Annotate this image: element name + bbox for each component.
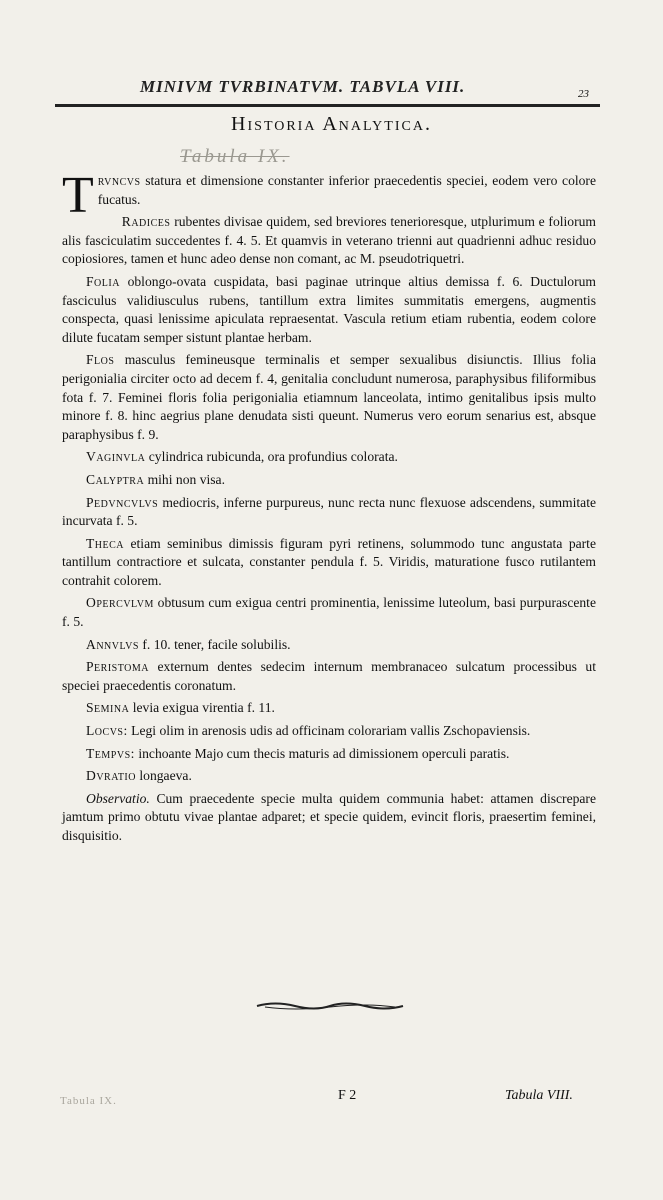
signature-mark: F 2	[338, 1088, 357, 1103]
paragraph-text: Legi olim in arenosis udis ad officinam colorariam vallis Zschopaviensis.	[127, 723, 531, 739]
paragraph-text: oblongo-ovata cuspidata, basi paginae utrinque altius demissa f. 6. Ductulorum fasciculus validiusculus rubens, tantillum extra limites summitatis emergens, augmentis conspecta, quasi lenissime apiculata repraesentat. Vascula retium etiam rubentia, eodem colore dilute fucatam semper sistunt plantae herbam.	[62, 273, 596, 345]
paragraph-text: etiam seminibus dimissis figuram pyri retinens, solummodo tunc angustata parte tantillum contractiore et sulcata, constanter pendula f. 5. Viridis, maturatione fusco rutilantem contrahit colorem.	[62, 535, 596, 588]
paragraph-text: cylindrica rubicunda, ora profundius colorata.	[145, 449, 398, 465]
drop-cap: T	[62, 167, 94, 224]
paragraph-lead: Peristoma	[86, 659, 149, 675]
paragraph-lead: Observatio.	[86, 790, 150, 806]
paragraph-radices	[62, 213, 596, 269]
paragraph-semina	[62, 699, 596, 718]
paragraph-vaginula	[62, 448, 596, 467]
paragraph-lead: Flos	[86, 352, 115, 368]
paragraph-locus	[62, 722, 596, 741]
paragraph-lead: Semina	[86, 700, 130, 716]
paragraph-lead: Pedvncvlvs	[86, 494, 159, 510]
ornament-rule	[255, 1000, 405, 1012]
paragraph-operculum	[62, 594, 596, 631]
paragraph-observatio	[62, 790, 596, 846]
paragraph-text: f. 10. tener, facile solubilis.	[138, 636, 291, 652]
paragraph-tempus	[62, 745, 596, 764]
paragraph-text: levia exigua virentia f. 11.	[129, 700, 275, 716]
paragraph-text: mihi non visa.	[144, 471, 225, 487]
paragraph-lead: Opercvlvm	[86, 595, 154, 611]
paragraph-text: mediocris, inferne purpureus, nunc recta nunc flexuose adscendens, summitate incurvata f. 5.	[62, 494, 596, 529]
paragraph-text: rubentes divisae quidem, sed breviores tenerioresque, utplurimum e foliorum alis fasciculatim succedentes f. 4. 5. Et quamvis in veterano trienni aut quadrienni adhuc residuo copiosiores, tamen et hunc adeo dense non comant, ac M. pseudotriquetri.	[62, 214, 596, 267]
paragraph-lead: rvncvs	[97, 173, 141, 188]
paragraph-lead: Dvratio	[86, 768, 136, 784]
paragraph-text: inchoante Majo cum thecis maturis ad dimissionem operculi paratis.	[134, 745, 510, 761]
paragraph-text: masculus femineusque terminalis et semper sexualibus disiunctis. Illius folia perigonialia circiter octo ad decem f. 4, genitalia concludunt numerosa, paraphysibus filiformibus fota f. 7. Feminei floris folia perigonialia etiamnum lanceolata, intimo genitalibus ipsis multo minore f. 8. hinc aegrius plane denudata sisti queunt. Numerus vero eorum senarius est, absque paraphysibus f. 9.	[62, 352, 596, 442]
paragraph-lead: Calyptra	[86, 471, 145, 487]
paragraph-text: longaeva.	[135, 768, 192, 784]
paragraph-duratio	[62, 767, 596, 786]
section-title: Historia Analytica.	[231, 113, 432, 135]
footer-bleed-text: Tabula IX.	[60, 1095, 117, 1107]
paragraph-text: Cum praecedente specie multa quidem communia habet: attamen discrepare jamtum primo obtutu vivae plantae adparet; et specie quidem, evincit floris, praesertim feminei, disquisitio.	[62, 790, 596, 843]
paragraph-calyptra	[62, 471, 596, 490]
paragraph-pedunculus	[62, 494, 596, 531]
header-rule	[55, 104, 600, 107]
paragraph-lead: Vaginvla	[86, 449, 146, 465]
catchword: Tabula VIII.	[505, 1088, 573, 1103]
page-number: 23	[578, 88, 589, 100]
paragraph-text: obtusum cum exigua centri prominentia, lenissime luteolum, basi purpurascente f. 5.	[62, 595, 596, 630]
paragraph-theca	[62, 535, 596, 591]
paragraph-lead: Tempvs:	[86, 745, 135, 761]
paragraph-flos	[62, 351, 596, 444]
bleed-through-heading: Tabula IX.	[180, 146, 290, 167]
paragraph-text: externum dentes sedecim internum membranaceo sulcatum processibus ut speciei praecedentis coronatum.	[62, 659, 596, 693]
paragraph-lead: Annvlvs	[86, 636, 139, 652]
body-text	[62, 167, 596, 850]
paragraph-lead: Locvs:	[86, 723, 128, 739]
running-head: MINIVM TVRBINATVM. TABVLA VIII.	[140, 77, 466, 96]
paragraph-lead: Radices	[121, 214, 171, 230]
paragraph-text: statura et dimensione constanter inferior praecedentis speciei, eodem vero colore fucatus.	[97, 173, 596, 207]
paragraph-lead: Folia	[86, 273, 120, 289]
paragraph-folia	[62, 273, 596, 347]
paragraph-peristoma	[62, 658, 596, 695]
paragraph-annulus	[62, 636, 596, 655]
paragraph-lead: Theca	[86, 535, 125, 551]
